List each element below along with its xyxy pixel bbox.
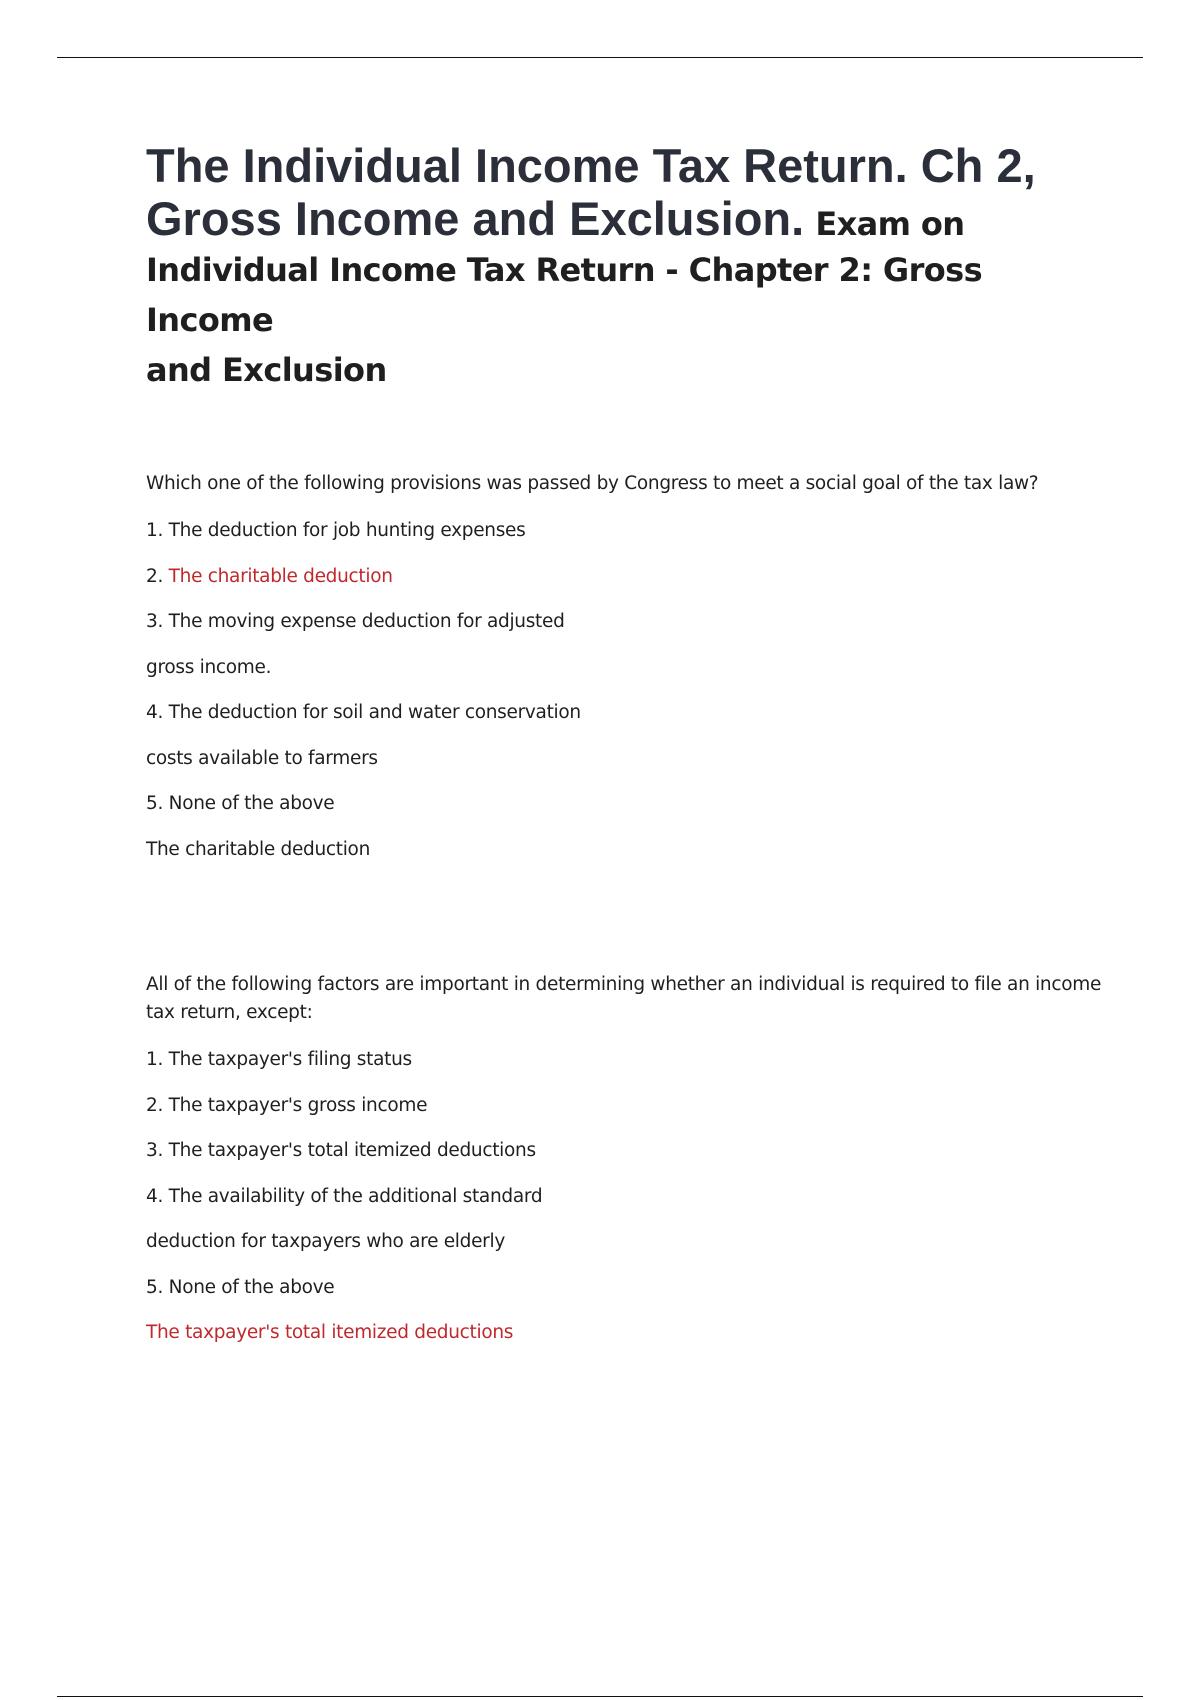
option-text: The taxpayer's gross income (168, 1094, 428, 1116)
option-continuation (146, 736, 1106, 782)
question-text: All of the following factors are important in determining whether an individual is required to file an income tax return, except: (146, 974, 1102, 1023)
option-item (146, 781, 1106, 827)
option-number: 2. (146, 565, 164, 587)
option-number: 4. (146, 1185, 164, 1207)
title-sub-line-1: Individual Income Tax Return - Chapter 2: Gross Income (146, 251, 983, 340)
option-number: 1. (146, 1049, 164, 1070)
option-number: 5. (146, 793, 164, 814)
title-main: The Individual Income Tax Return. Ch 2, Gross Income and Exclusion. (146, 139, 1036, 245)
option-text: The taxpayer's total itemized deductions (168, 1140, 536, 1161)
option-item (146, 1265, 1106, 1311)
option-number: 5. (146, 1276, 164, 1298)
question-block-1 (146, 470, 1106, 872)
question-block-2 (146, 971, 1106, 1356)
document-title (146, 140, 1106, 395)
option-text: The moving expense deduction for adjusted (168, 611, 565, 632)
title-sub-inline: Exam on (815, 204, 965, 243)
title-sub-line-2: and Exclusion (146, 351, 387, 390)
header-rule (57, 57, 1143, 58)
option-item (146, 1037, 1106, 1083)
option-number: 4. (146, 702, 164, 723)
option-number: 1. (146, 520, 164, 541)
option-continuation (146, 645, 1106, 691)
option-text: None of the above (168, 793, 335, 814)
option-item (146, 690, 1106, 736)
option-text: deduction for taxpayers who are elderly (146, 1231, 505, 1252)
option-item-correct (146, 554, 1106, 600)
option-item (146, 1083, 1106, 1129)
answer-text: The charitable deduction (146, 838, 371, 860)
option-text: costs available to farmers (146, 747, 378, 769)
option-item (146, 1174, 1106, 1220)
option-text: None of the above (168, 1276, 335, 1298)
option-number: 3. (146, 1140, 164, 1161)
option-text: The availability of the additional standard (168, 1185, 543, 1207)
option-text: The deduction for job hunting expenses (168, 520, 526, 541)
answer-text-highlighted: The taxpayer's total itemized deductions (146, 1322, 514, 1343)
option-number: 2. (146, 1094, 164, 1116)
option-text: The deduction for soil and water conservation (168, 702, 581, 723)
document-body (146, 139, 1106, 1343)
option-item (146, 1128, 1106, 1174)
option-item (146, 508, 1106, 554)
option-text: gross income. (146, 656, 272, 678)
option-text-highlighted: The charitable deduction (168, 565, 393, 587)
option-continuation (146, 1219, 1106, 1265)
question-text: Which one of the following provisions was passed by Congress to meet a social goal of the tax law? (146, 473, 1039, 494)
footer-rule (57, 1696, 1143, 1697)
option-item (146, 599, 1106, 645)
option-number: 3. (146, 611, 164, 632)
option-text: The taxpayer's filing status (168, 1049, 412, 1070)
